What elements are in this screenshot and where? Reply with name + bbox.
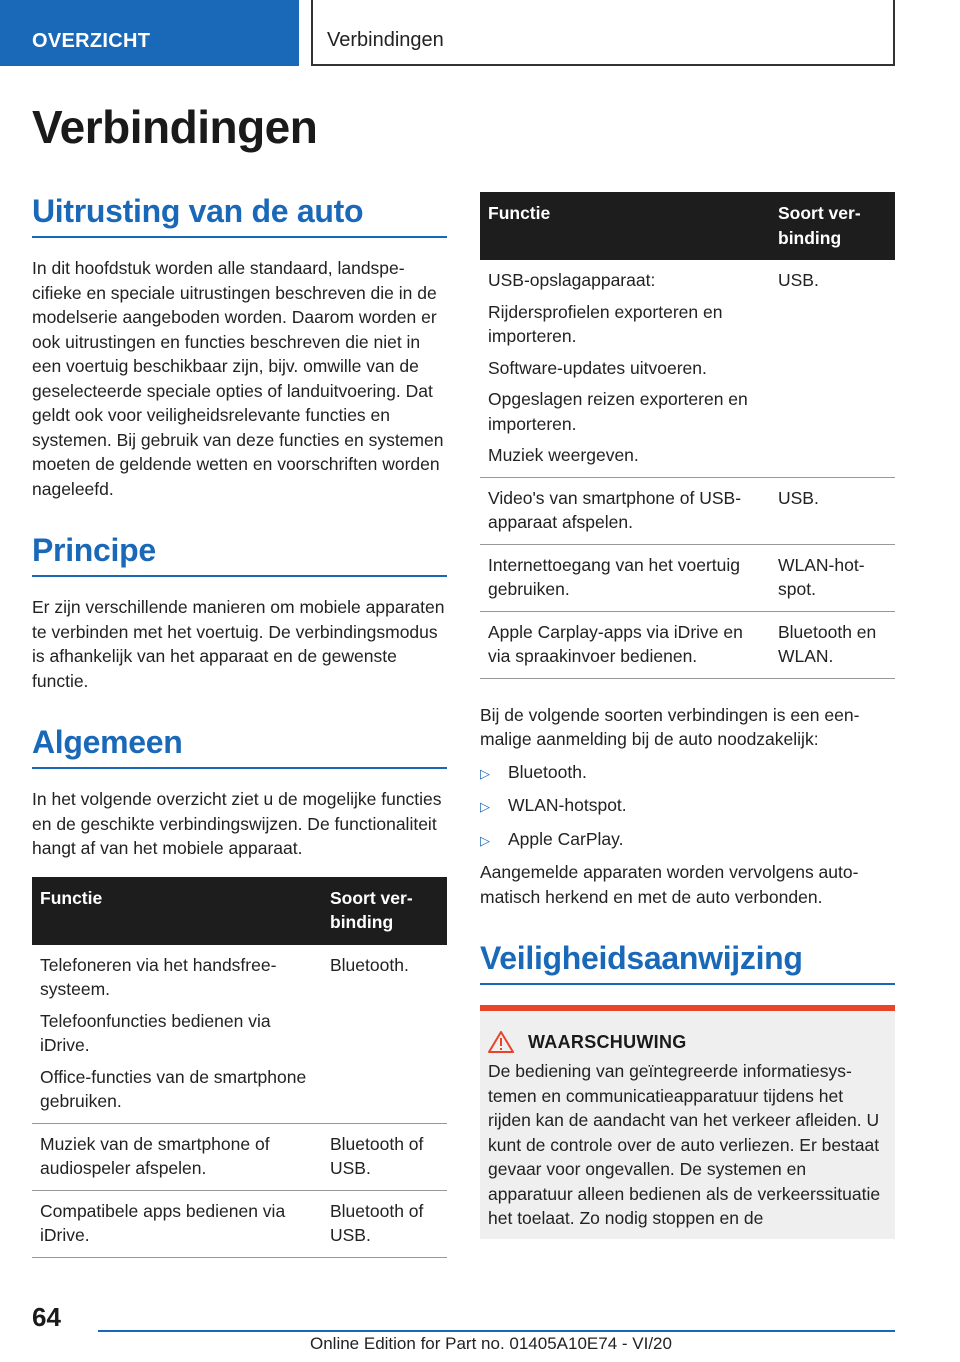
right-column (480, 192, 895, 1239)
warning-text: De bediening van geïntegreerde informatiesystemen en communicatieapparatuur tijdens het rijden kan de aandacht van het verkeer afleiden. U kunt de controle over de auto verliezen. Er bestaat gevaar voor ongevallen. De systemen en apparatuur alleen bedienen als de verkeerssituatie het toelaat. Zo nodig stoppen en de (488, 1061, 881, 1228)
registration-outro: Aangemelde apparaten worden vervolgens automatisch herkend en met de auto verbonden. (480, 862, 859, 907)
section-principe (32, 531, 447, 693)
function-line: Opgeslagen reizen exporteren en importeren. (488, 389, 748, 434)
connections-table-right (480, 192, 895, 679)
table-row (480, 260, 895, 477)
page-number: 64 (32, 1302, 61, 1332)
table-cell-connection: USB. (770, 477, 895, 544)
footer-divider (98, 1330, 895, 1332)
list-item-text: WLAN-hotspot. (508, 795, 627, 815)
table-cell-connection: Bluetooth of USB. (322, 1190, 447, 1257)
section-title-principe: Principe (32, 531, 447, 577)
section-title-algemeen: Algemeen (32, 723, 447, 769)
table-row (480, 477, 895, 544)
function-line: Office-functies van de smartphone gebruiken. (40, 1066, 307, 1111)
table-row (32, 1190, 447, 1257)
list-item (480, 827, 895, 854)
bullet-triangle-icon: ▷ (480, 799, 490, 814)
table-cell-function (32, 945, 322, 1124)
list-item (480, 793, 895, 820)
function-line: USB-opslagapparaat: (488, 270, 656, 290)
table-header-row (480, 192, 895, 260)
list-item-text: Bluetooth. (508, 761, 587, 782)
warning-label: WAARSCHUWING (528, 1031, 687, 1052)
function-line: Muziek weergeven. (488, 445, 639, 465)
function-line: Telefoneren via het handsfreesysteem. (40, 954, 277, 999)
connections-table-left (32, 877, 447, 1258)
function-line: Apple Carplay-apps via iDrive en via spraakinvoer bedienen. (488, 621, 743, 666)
bullet-triangle-icon: ▷ (480, 832, 490, 848)
table-header-row (32, 877, 447, 945)
function-line: Rijdersprofielen exporteren en importeren. (488, 301, 723, 346)
table-header-function: Functie (480, 192, 770, 260)
table-header-connection: Soort verbinding (322, 877, 447, 945)
table-cell-function (32, 1123, 322, 1190)
tab-current-chapter[interactable]: Verbindingen (311, 0, 895, 66)
footer-edition: Online Edition for Part no. 01405A10E74 - VI/20 (310, 1334, 672, 1353)
table-cell-function (32, 1190, 322, 1257)
table-cell-function (480, 477, 770, 544)
registration-intro: Bij de volgende soorten verbindingen is een eenmalige aanmelding bij de auto noodzakelijk: (480, 704, 860, 749)
warning-header (488, 1031, 887, 1053)
table-cell-connection: USB. (770, 260, 895, 477)
table-row (480, 544, 895, 611)
tab-overview[interactable]: OVERZICHT (0, 0, 299, 66)
function-line: Video's van smartphone of USB-apparaat afspelen. (488, 487, 742, 532)
section-veiligheid (480, 939, 895, 985)
table-cell-connection: Bluetooth. (322, 945, 447, 1124)
page-header (0, 0, 960, 66)
section-title-uitrusting: Uitrusting van de auto (32, 192, 447, 238)
table-cell-function (480, 544, 770, 611)
table-cell-function (480, 260, 770, 477)
page-title: Verbindingen (32, 101, 318, 153)
section-algemeen (32, 723, 447, 861)
table-row (32, 1123, 447, 1190)
warning-box (480, 1005, 895, 1239)
section-body-algemeen: In het volgende overzicht ziet u de mogelijke functies en de geschikte verbindingswijzen. De functionaliteit hangt af van het mobiele apparaat. (32, 789, 442, 858)
function-line: Muziek van de smartphone of audiospeler afspelen. (40, 1133, 270, 1178)
table-cell-connection: Bluetooth en WLAN. (770, 611, 895, 678)
table-header-connection: Soort verbinding (770, 192, 895, 260)
function-line: Compatibele apps bedienen via iDrive. (40, 1200, 286, 1245)
table-cell-connection: Bluetooth of USB. (322, 1123, 447, 1190)
table-row (480, 611, 895, 678)
table-row (32, 945, 447, 1124)
table-header-function: Functie (32, 877, 322, 945)
left-column (32, 192, 447, 1258)
table-cell-function (480, 611, 770, 678)
section-body-principe: Er zijn verschillende manieren om mobiele apparaten te verbinden met het voertuig. De verbindingsmodus is afhankelijk van het apparaat en de gewenste functie. (32, 597, 445, 691)
bullet-triangle-icon: ▷ (480, 765, 490, 781)
registration-list (480, 760, 895, 854)
list-item (480, 760, 895, 787)
list-item-text: Apple CarPlay. (508, 828, 624, 849)
section-title-veiligheid: Veiligheidsaanwijzing (480, 939, 895, 985)
function-line: Internettoegang van het voertuig gebruiken. (488, 554, 740, 599)
function-line: Telefoonfuncties bedienen via iDrive. (40, 1010, 271, 1055)
section-body-uitrusting: In dit hoofdstuk worden alle standaard, landspecifieke en speciale uitrustingen beschreven die in de modelserie aangeboden worden. Daarom worden er ook uitrustingen en functies beschreven die niet in een voertuig beschikbaar zijn, bijv. omwille van de geselecteerde speciale opties of landuitvoering. Dat geldt ook voor veiligheidsrelevante functies en systemen. Bij gebruik van deze functies en systemen moeten de geldende wetten en voorschriften worden nageleefd. (32, 258, 444, 499)
table-cell-connection: WLAN-hotspot. (770, 544, 895, 611)
function-line: Software-updates uitvoeren. (488, 357, 707, 378)
warning-triangle-icon (488, 1031, 514, 1053)
